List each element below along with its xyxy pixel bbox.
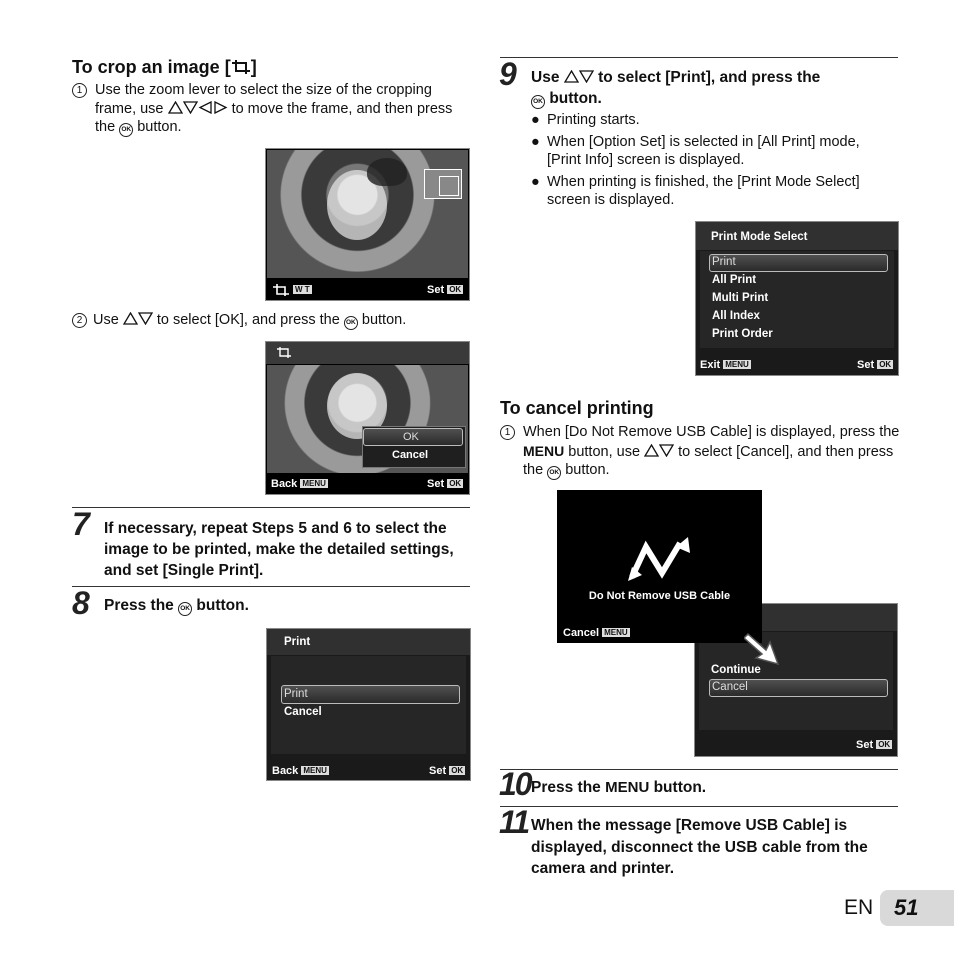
set-label: Set OK xyxy=(427,284,462,296)
transition-arrow-icon xyxy=(744,628,786,673)
ok-button-icon: OK xyxy=(119,123,133,137)
step9-text: Use to select [Print], and press the OK button. xyxy=(531,69,821,107)
cancel-option: Cancel xyxy=(712,681,748,693)
print-order-option[interactable]: Print Order xyxy=(712,328,773,340)
step8-text: Press the OK button. xyxy=(104,597,249,614)
print-option: Print xyxy=(284,688,308,700)
ok-button-icon: OK xyxy=(344,316,358,330)
step10-text: Press the MENU button. xyxy=(531,779,707,796)
crop-icon xyxy=(231,59,251,75)
down-arrow-icon xyxy=(659,444,674,457)
divider xyxy=(72,507,470,508)
crop-step1-body: 1 Use the zoom lever to select the size of the cropping frame, use to move the frame, and then press the OK button. xyxy=(72,81,462,137)
down-arrow-icon xyxy=(579,68,594,81)
all-print-option[interactable]: All Print xyxy=(712,274,757,286)
divider xyxy=(500,57,898,58)
up-arrow-icon xyxy=(564,68,579,81)
up-arrow-icon xyxy=(123,312,138,325)
step-number-8: 8 xyxy=(72,585,88,621)
usb-connection-icon xyxy=(628,537,694,586)
bullet-text: When [Option Set] is selected in [All Print] mode, [Print Info] screen is displayed. xyxy=(547,133,860,168)
divider xyxy=(500,769,898,770)
ok-button-icon: OK xyxy=(547,466,561,480)
ok-button-icon: OK xyxy=(178,602,192,616)
menu-panel xyxy=(271,656,466,754)
continue-option[interactable]: Continue xyxy=(711,664,761,676)
down-arrow-icon xyxy=(183,101,198,114)
set-label: Set OK xyxy=(429,765,464,777)
down-arrow-icon xyxy=(138,312,153,325)
divider xyxy=(500,806,898,807)
language-label: EN xyxy=(844,896,874,919)
step-number-11: 11 xyxy=(499,804,529,840)
crop-icon xyxy=(276,346,292,362)
set-label: Set OK xyxy=(857,359,892,371)
step-number-7: 7 xyxy=(72,506,88,542)
step-number-9: 9 xyxy=(499,56,515,92)
back-label: Back MENU xyxy=(272,765,327,777)
bullet-text: Printing starts. xyxy=(547,112,640,128)
cancel-printing-step: 1 When [Do Not Remove USB Cable] is displayed, press the MENU button, use to select [Cancel], and then press the OK button. xyxy=(500,423,900,480)
screen-header-bar xyxy=(266,342,469,364)
step7-text: If necessary, repeat Steps 5 and 6 to select the image to be printed, make the detailed settings, and set [Single Print]. xyxy=(104,520,454,579)
right-arrow-icon xyxy=(213,101,228,114)
multi-print-option[interactable]: Multi Print xyxy=(712,292,769,304)
cancel-option[interactable]: Cancel xyxy=(392,449,429,461)
step-number-10: 10 xyxy=(499,766,531,802)
print-mode-select-screen xyxy=(695,221,899,376)
crop-section-title: To crop an image [ ] xyxy=(72,57,257,77)
usb-warning-message: Do Not Remove USB Cable xyxy=(588,590,731,602)
left-arrow-icon xyxy=(198,101,213,114)
step11-text: When the message [Remove USB Cable] is displayed, disconnect the USB cable from the camera and printer. xyxy=(531,817,868,877)
crop-icon xyxy=(272,283,290,300)
cancel-option[interactable]: Cancel xyxy=(284,706,322,718)
print-option: Print xyxy=(712,256,736,268)
usb-warning-screen xyxy=(557,490,762,643)
cancel-printing-title: To cancel printing xyxy=(500,398,654,418)
crop-confirm-screen xyxy=(265,341,470,495)
step9-bullets: ● Printing starts. ● When [Option Set] is selected in [All Print] mode, [Print Info] screen is displayed. ● When printing is finished, the [Print Mode Select] screen is displayed. xyxy=(531,112,860,208)
screen-header: Print Mode Select xyxy=(696,222,898,250)
divider xyxy=(72,586,470,587)
zoom-wt-indicator: W T xyxy=(295,285,310,294)
cancel-label: Cancel MENU xyxy=(563,627,628,639)
set-label: Set OK xyxy=(427,478,462,490)
up-arrow-icon xyxy=(644,444,659,457)
crop-preview-thumbnail xyxy=(424,169,462,199)
up-arrow-icon xyxy=(168,101,183,114)
back-label: Back MENU xyxy=(271,478,326,490)
page-number: 51 xyxy=(880,890,954,926)
ok-option-label: OK xyxy=(403,431,419,443)
bullet-text: When printing is finished, the [Print Mode Select] screen is displayed. xyxy=(547,173,860,208)
screen-header: Print xyxy=(267,629,470,655)
print-screen xyxy=(266,628,471,781)
crop-step2: 2 Use to select [OK], and press the OK button. xyxy=(72,311,406,330)
ok-button-icon: OK xyxy=(531,95,545,109)
crop-frame-screen xyxy=(265,148,470,301)
set-label: Set OK xyxy=(856,739,891,751)
exit-label: Exit MENU xyxy=(700,359,749,371)
all-index-option[interactable]: All Index xyxy=(712,310,760,322)
